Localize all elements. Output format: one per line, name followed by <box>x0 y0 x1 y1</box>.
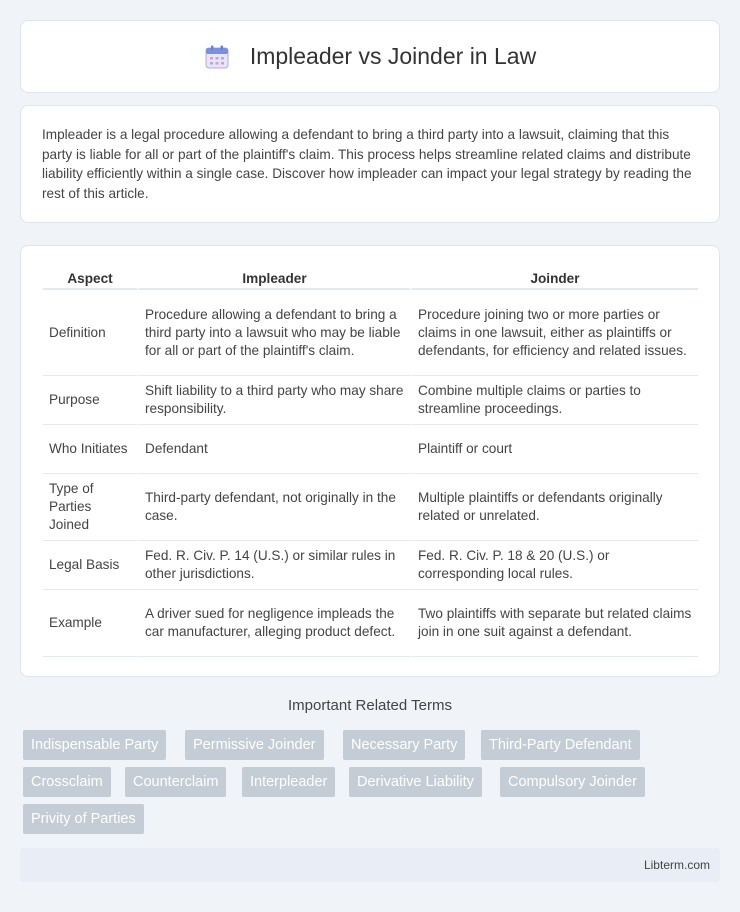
table-cell: Defendant <box>137 425 410 474</box>
term-tag[interactable]: Interpleader <box>242 767 335 797</box>
table-cell: Procedure allowing a defendant to bring a third party into a lawsuit who may be liable for all or part of the plaintiff's claim. <box>137 290 410 376</box>
column-header: Joinder <box>410 268 698 290</box>
table-row <box>43 590 698 657</box>
table-row <box>43 474 698 541</box>
table-cell: Shift liability to a third party who may share responsibility. <box>137 376 410 425</box>
table-cell: Combine multiple claims or parties to streamline proceedings. <box>410 376 698 425</box>
table-cell: Fed. R. Civ. P. 14 (U.S.) or similar rules in other jurisdictions. <box>137 541 410 590</box>
footer-site-link[interactable]: Libterm.com <box>643 858 710 872</box>
table-cell: Example <box>43 590 137 657</box>
header-card <box>20 20 720 93</box>
comparison-card <box>20 245 720 677</box>
table-cell: Plaintiff or court <box>410 425 698 474</box>
table-cell: A driver sued for negligence impleads the car manufacturer, alleging product defect. <box>137 590 410 657</box>
table-cell: Definition <box>43 290 137 376</box>
table-header-row <box>43 268 698 290</box>
table-row <box>43 425 698 474</box>
table-cell: Type of Parties Joined <box>43 474 137 541</box>
related-terms-title: Important Related Terms <box>288 697 452 714</box>
term-tag[interactable]: Permissive Joinder <box>185 730 324 760</box>
table-cell: Two plaintiffs with separate but related claims join in one suit against a defendant. <box>410 590 698 657</box>
table-row <box>43 376 698 425</box>
table-cell: Fed. R. Civ. P. 18 & 20 (U.S.) or corresponding local rules. <box>410 541 698 590</box>
term-tag[interactable]: Indispensable Party <box>23 730 166 760</box>
page-title: Impleader vs Joinder in Law <box>249 43 537 69</box>
term-tag[interactable]: Privity of Parties <box>23 804 144 834</box>
intro-text: Impleader is a legal procedure allowing a defendant to bring a third party into a lawsuit, claiming that this party is liable for all or part of the plaintiff's claim. This process helps streamline related claims and distribute liability efficiently within a single case. Discover how impleader can impact your legal strategy by reading the rest of this article. <box>42 127 692 201</box>
footer <box>20 848 720 882</box>
term-tag[interactable]: Compulsory Joinder <box>500 767 645 797</box>
table-cell: Multiple plaintiffs or defendants originally related or unrelated. <box>410 474 698 541</box>
calendar-icon <box>204 44 230 70</box>
table-cell: Legal Basis <box>43 541 137 590</box>
table-cell: Third-party defendant, not originally in the case. <box>137 474 410 541</box>
table-row <box>43 541 698 590</box>
term-tag[interactable]: Derivative Liability <box>349 767 482 797</box>
comparison-table <box>43 268 698 657</box>
table-cell: Who Initiates <box>43 425 137 474</box>
term-tag[interactable]: Necessary Party <box>343 730 465 760</box>
intro-card <box>20 105 720 223</box>
term-tag[interactable]: Crossclaim <box>23 767 111 797</box>
term-tag[interactable]: Third-Party Defendant <box>481 730 640 760</box>
table-cell: Purpose <box>43 376 137 425</box>
term-tag[interactable]: Counterclaim <box>125 767 226 797</box>
column-header: Impleader <box>137 268 410 290</box>
table-row <box>43 290 698 376</box>
column-header: Aspect <box>43 268 137 290</box>
table-cell: Procedure joining two or more parties or claims in one lawsuit, either as plaintiffs or defendants, for efficiency and related issues. <box>410 290 698 376</box>
